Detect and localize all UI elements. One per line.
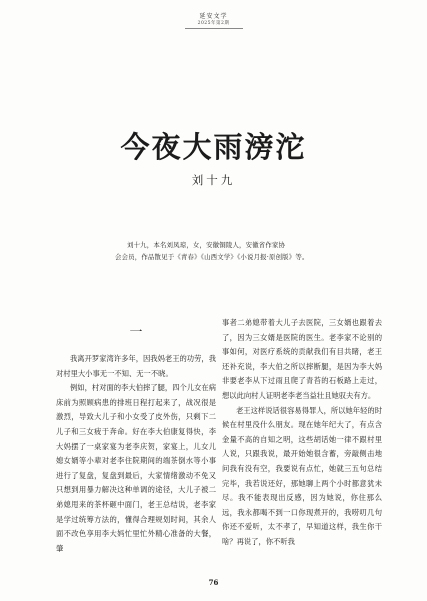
right-column	[222, 316, 382, 550]
page-number: 76	[208, 578, 219, 587]
journal-name: 延安文学	[199, 13, 228, 20]
paragraph: 我离开罗家湾许多年，因我妈老王的功劳，我对村里大小事无一不知、无一不晓。	[56, 354, 216, 378]
author-bio	[115, 239, 325, 263]
paragraph: 例如，村对面的李大伯摔了腿，四个儿女在病床前为照顾病患的排班日程打起来了，战况很是激烈，导致大儿子和小女受了皮外伤，只剩下二儿子和三女疲于奔命。好在李大伯康复得快，李大妈摆了一桌家宴为老李庆贺，家宴上，儿女儿媳女婿等小辈对老李住院期间的端茶倒水等小事进行了复盘，复盘到最后，大家情绪激动不免又只想到用暴力解决这种单调的途径，大儿子被二弟媳甩来的茶杯砸中面门，老王总结说，老李家是学过统筹方法的，懂得合理规划时间，其余人面不改色享用李大妈忙里忙外精心准备的大餐，肇	[56, 383, 216, 553]
paragraph: 事者二弟媳带着大儿子去医院，三女婿也跟着去了，因为三女婿是医院的医生。老李家不论别的事如何，对医疗系统的贡献我们有目共睹，老王还补充说，李大伯之所以摔断腿，是因为李大妈非要老李从下过雨且爬了青苔的石板路上走过，想以此向村人证明老李老当益壮且她驭夫有方。	[222, 318, 382, 400]
journal-header	[0, 13, 427, 29]
author-bio-line-1: 刘十九，本名刘凤琼，女，安徽铜陵人，安徽省作家协	[127, 241, 286, 249]
left-column	[56, 316, 216, 556]
author-bio-line-2: 会会员，作品散见于《青春》《山西文学》《小说月报·原创版》等。	[115, 253, 309, 261]
journal-issue: 2025年第2期	[197, 21, 230, 26]
article-title: 今夜大雨滂沱	[120, 130, 307, 164]
section-marker: 一	[129, 325, 143, 340]
article-author: 刘十九	[191, 173, 236, 187]
header-rule	[185, 28, 243, 29]
paragraph: 老王这样说话很容易得罪人，所以她年轻的时候在村里没什么朋友。现在她年纪大了，有点含金量不高的自知之明，这些胡话她一律不跟村里人说，只跟我说，最开始她很含蓄，旁敲侧击地问我有没有空，我要说有点忙，她就三五句总结完毕，我若说还好，那她聊上两个小时都意犹未尽。我不能表现出反感，因为她说，你住那么远，我永都喝不到一口你现煮开的，我唠叨几句你还不爱听，太不孝了，早知道这样，我生你干啥？再说了，你不听我	[222, 405, 382, 546]
